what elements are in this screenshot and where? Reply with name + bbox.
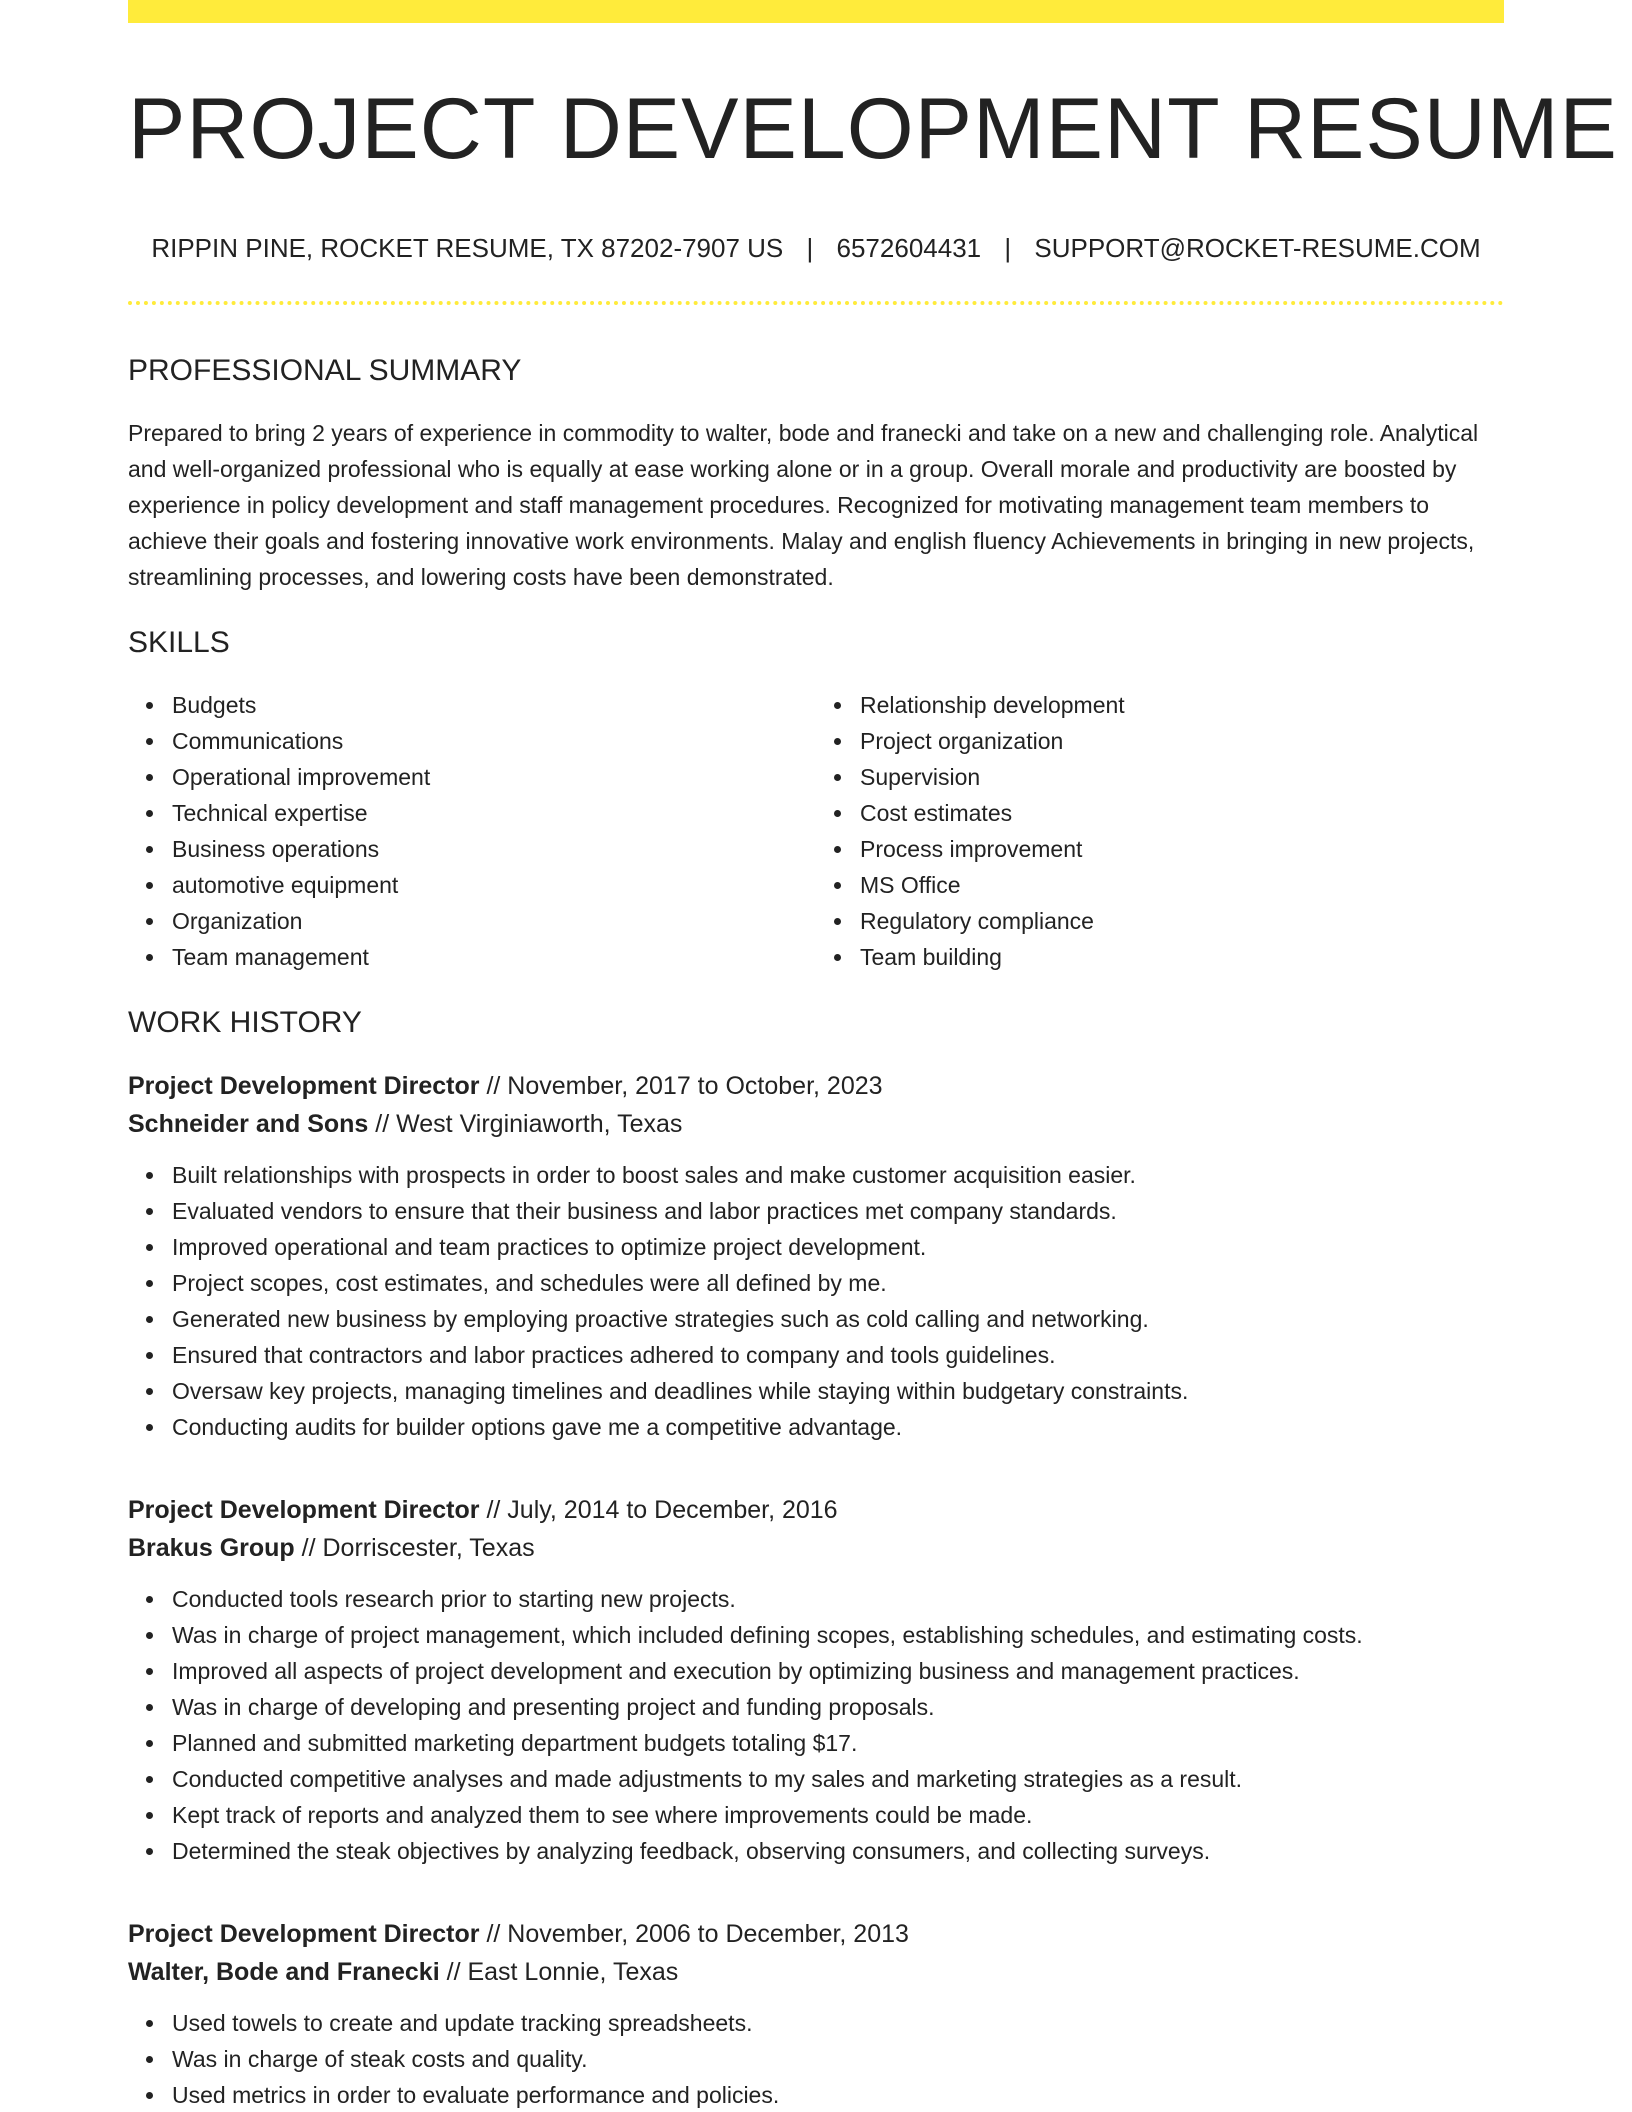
skill-item: Budgets <box>172 687 816 723</box>
job-company-line <box>128 1529 1504 1567</box>
job-title-line <box>128 1491 1504 1529</box>
summary-heading: PROFESSIONAL SUMMARY <box>128 354 522 387</box>
duty-item: Conducted tools research prior to starting new projects. <box>172 1581 1504 1617</box>
resume-page <box>128 0 1618 2112</box>
job-dates: // November, 2006 to December, 2013 <box>486 1920 909 1948</box>
job-title-line <box>128 1067 1504 1105</box>
header-divider <box>128 301 1504 305</box>
job-title: Project Development Director <box>128 1496 480 1524</box>
duty-item: Evaluated vendors to ensure that their business and labor practices met company standards. <box>172 1193 1504 1229</box>
skill-item: Relationship development <box>860 687 1504 723</box>
skills-heading: SKILLS <box>128 626 230 659</box>
duty-item: Oversaw key projects, managing timelines and deadlines while staying within budgetary constraints. <box>172 1373 1504 1409</box>
duty-item: Was in charge of developing and presenting project and funding proposals. <box>172 1689 1504 1725</box>
job-entry <box>128 1067 1504 1445</box>
skill-item: Communications <box>172 723 816 759</box>
duty-item: Generated new business by employing proactive strategies such as cold calling and networking. <box>172 1301 1504 1337</box>
duty-item: Conducted competitive analyses and made adjustments to my sales and marketing strategies as a result. <box>172 1761 1504 1797</box>
job-dates: // November, 2017 to October, 2023 <box>486 1072 883 1100</box>
job-company: Brakus Group <box>128 1534 295 1562</box>
contact-email: SUPPORT@ROCKET-RESUME.COM <box>1034 233 1481 263</box>
duty-item: Used towels to create and update tracking spreadsheets. <box>172 2005 1504 2041</box>
contact-separator: | <box>1004 233 1012 263</box>
skill-item: Operational improvement <box>172 759 816 795</box>
skill-item: Organization <box>172 903 816 939</box>
job-duties <box>128 1157 1504 1445</box>
job-duties <box>128 2005 1504 2112</box>
skill-item: Team management <box>172 939 816 975</box>
skill-item: Process improvement <box>860 831 1504 867</box>
skill-item: Regulatory compliance <box>860 903 1504 939</box>
contact-address: RIPPIN PINE, ROCKET RESUME, TX 87202-7907 US <box>151 233 784 263</box>
skill-item: automotive equipment <box>172 867 816 903</box>
resume-title: PROJECT DEVELOPMENT RESUME <box>128 81 1618 177</box>
skill-item: Team building <box>860 939 1504 975</box>
skills-columns <box>128 687 1504 975</box>
contact-phone: 6572604431 <box>836 233 982 263</box>
duty-item: Conducting audits for builder options gave me a competitive advantage. <box>172 1409 1504 1445</box>
job-company: Schneider and Sons <box>128 1110 369 1138</box>
duty-item: Determined the steak objectives by analyzing feedback, observing consumers, and collecting surveys. <box>172 1833 1504 1869</box>
job-dates: // July, 2014 to December, 2016 <box>486 1496 838 1524</box>
job-location: // East Lonnie, Texas <box>446 1958 679 1986</box>
job-title-line <box>128 1915 1504 1953</box>
summary-text: Prepared to bring 2 years of experience in commodity to walter, bode and franecki and take on a new and challenging role. Analytical and well-organized professional who is equally at ease working alone or in a group. Overall morale and productivity are boosted by experience in policy development and staff management procedures. Recognized for motivating management team members to achieve their goals and fostering innovative work environments. Malay and english fluency Achievements in bringing in new projects, streamlining processes, and lowering costs have been demonstrated. <box>128 420 1479 590</box>
top-accent-bar <box>128 0 1504 23</box>
skill-item: Supervision <box>860 759 1504 795</box>
job-company: Walter, Bode and Franecki <box>128 1958 440 1986</box>
duty-item: Improved all aspects of project development and execution by optimizing business and management practices. <box>172 1653 1504 1689</box>
contact-line <box>128 231 1504 265</box>
job-location: // West Virginiaworth, Texas <box>375 1110 683 1138</box>
job-title: Project Development Director <box>128 1920 480 1948</box>
contact-separator: | <box>806 233 814 263</box>
work-history-heading: WORK HISTORY <box>128 1006 362 1039</box>
duty-item: Used metrics in order to evaluate performance and policies. <box>172 2077 1504 2112</box>
skills-list-left <box>128 687 816 975</box>
skill-item: Technical expertise <box>172 795 816 831</box>
duty-item: Kept track of reports and analyzed them to see where improvements could be made. <box>172 1797 1504 1833</box>
duty-item: Improved operational and team practices to optimize project development. <box>172 1229 1504 1265</box>
skill-item: Business operations <box>172 831 816 867</box>
job-company-line <box>128 1105 1504 1143</box>
duty-item: Built relationships with prospects in order to boost sales and make customer acquisition easier. <box>172 1157 1504 1193</box>
job-location: // Dorriscester, Texas <box>301 1534 535 1562</box>
job-title: Project Development Director <box>128 1072 480 1100</box>
duty-item: Project scopes, cost estimates, and schedules were all defined by me. <box>172 1265 1504 1301</box>
job-entry <box>128 1915 1504 2112</box>
skill-item: MS Office <box>860 867 1504 903</box>
duty-item: Planned and submitted marketing department budgets totaling $17. <box>172 1725 1504 1761</box>
skill-item: Project organization <box>860 723 1504 759</box>
duty-item: Was in charge of steak costs and quality. <box>172 2041 1504 2077</box>
skill-item: Cost estimates <box>860 795 1504 831</box>
job-company-line <box>128 1953 1504 1991</box>
job-entry <box>128 1491 1504 1869</box>
skills-list-right <box>816 687 1504 975</box>
duty-item: Was in charge of project management, which included defining scopes, establishing schedules, and estimating costs. <box>172 1617 1504 1653</box>
duty-item: Ensured that contractors and labor practices adhered to company and tools guidelines. <box>172 1337 1504 1373</box>
job-duties <box>128 1581 1504 1869</box>
